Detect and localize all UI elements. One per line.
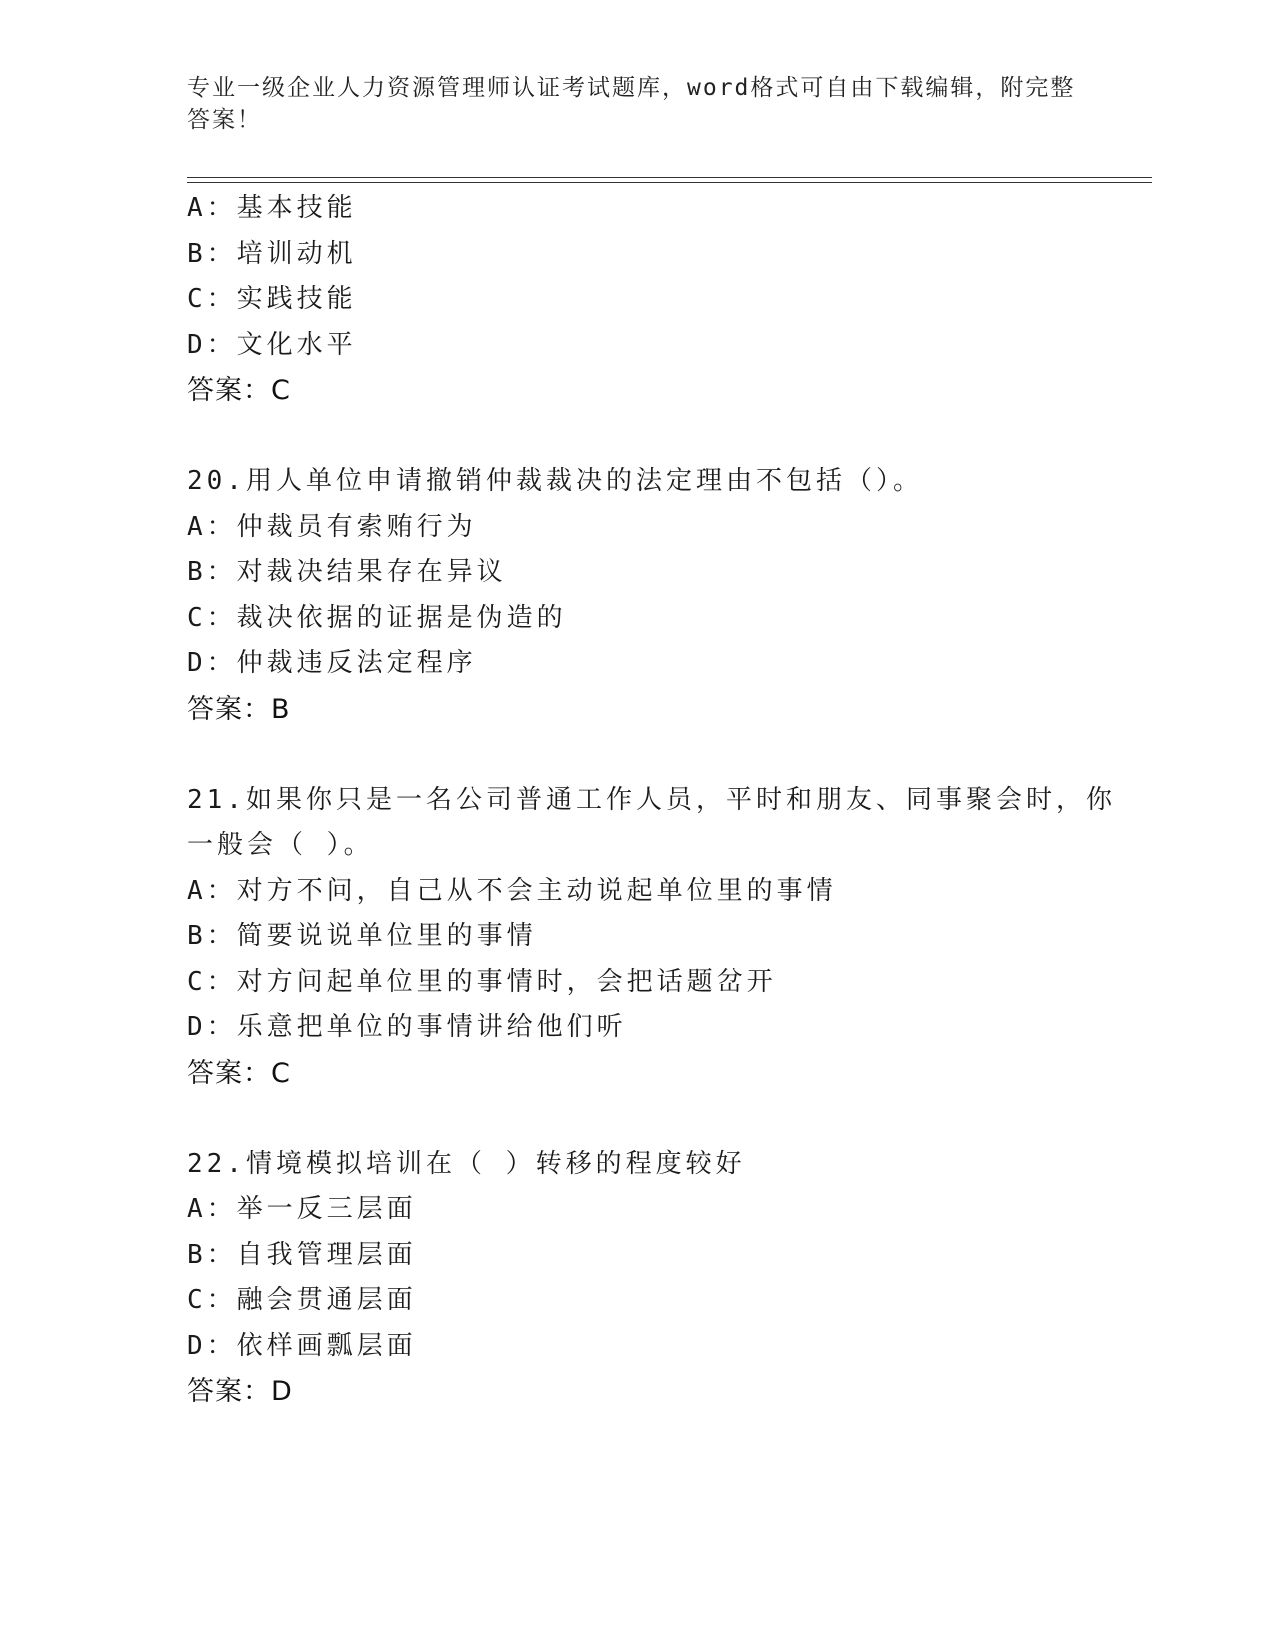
option-b: B：培训动机 (187, 238, 357, 269)
option-d: D：文化水平 (187, 329, 357, 360)
option-d: D：仲裁违反法定程序 (187, 648, 477, 678)
option-a: A：对方不问，自己从不会主动说起单位里的事情 (187, 875, 837, 906)
option-a: A：仲裁员有索贿行为 (187, 511, 477, 542)
option-c: C：对方问起单位里的事情时，会把话题岔开 (187, 966, 777, 997)
option-b: B：自我管理层面 (187, 1239, 417, 1270)
answer-line: 答案：D (187, 1376, 293, 1407)
header-divider-bottom (187, 182, 1152, 183)
option-c: C：裁决依据的证据是伪造的 (187, 602, 567, 633)
option-d: D：依样画瓢层面 (187, 1330, 417, 1361)
question-21 (187, 778, 1116, 1097)
question-list (187, 186, 1116, 1415)
question-stem: 21.如果你只是一名公司普通工作人员，平时和朋友、同事聚会时，你 (187, 784, 1116, 815)
option-b: B：对裁决结果存在异议 (187, 557, 507, 587)
header-line-1: 专业一级企业人力资源管理师认证考试题库，word格式可自由下载编辑，附完整 (187, 75, 1076, 101)
option-c: C：实践技能 (187, 284, 357, 314)
spacer (187, 1096, 1107, 1142)
option-a: A：基本技能 (187, 193, 357, 223)
header-divider-top (187, 177, 1152, 178)
spacer (187, 414, 1107, 460)
question-20 (187, 459, 1107, 732)
question-stem: 22.情境模拟培训在（ ）转移的程度较好 (187, 1148, 746, 1179)
answer-line: 答案：B (187, 693, 291, 725)
question-stem: 20.用人单位申请撤销仲裁裁决的法定理由不包括（）。 (187, 466, 923, 496)
option-d: D：乐意把单位的事情讲给他们听 (187, 1012, 627, 1042)
question-stem-continued: 一般会（ ）。 (187, 830, 374, 860)
answer-line: 答案：C (187, 1057, 291, 1089)
question-partial (187, 186, 1107, 414)
option-c: C：融会贯通层面 (187, 1285, 417, 1315)
question-22 (187, 1142, 1107, 1415)
document-header (187, 72, 1087, 136)
option-a: A：举一反三层面 (187, 1194, 417, 1224)
answer-line: 答案：C (187, 375, 291, 406)
spacer (187, 732, 1107, 778)
option-b: B：简要说说单位里的事情 (187, 921, 537, 951)
header-line-2: 答案！ (187, 107, 262, 133)
